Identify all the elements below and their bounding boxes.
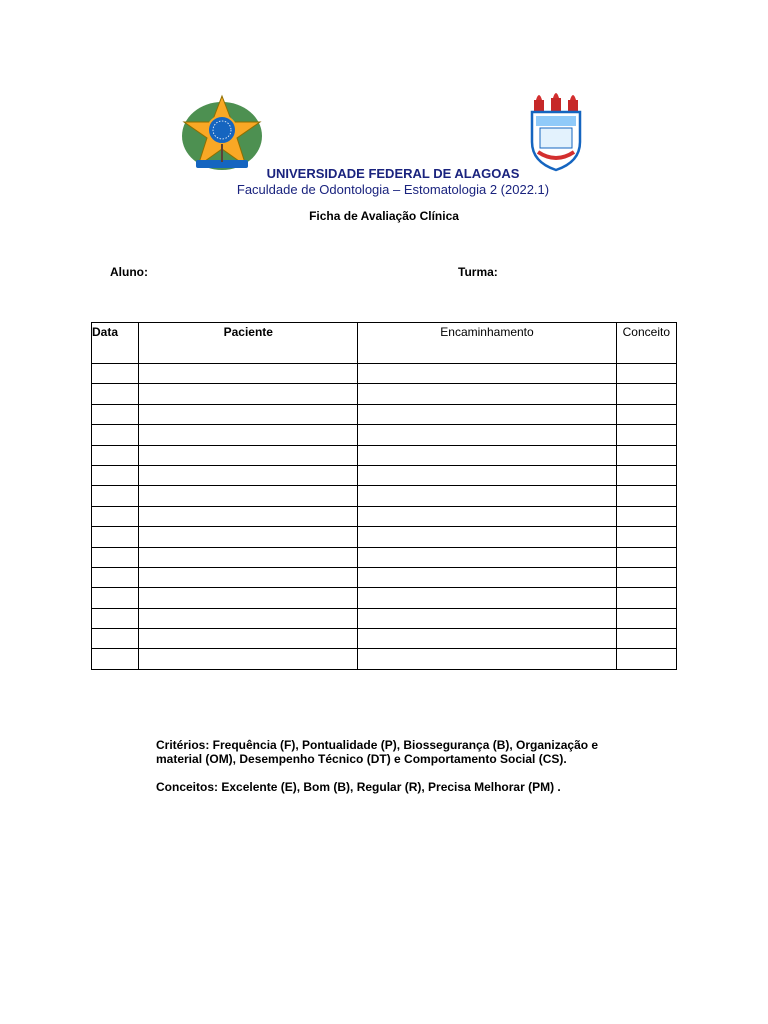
cell-encaminhamento[interactable] — [358, 364, 616, 384]
cell-conceito[interactable] — [616, 588, 676, 608]
cell-encaminhamento[interactable] — [358, 486, 616, 506]
cell-data[interactable] — [92, 527, 139, 547]
university-name: UNIVERSIDADE FEDERAL DE ALAGOAS — [266, 166, 520, 181]
cell-paciente[interactable] — [139, 629, 358, 649]
cell-encaminhamento[interactable] — [358, 425, 616, 445]
cell-conceito[interactable] — [616, 425, 676, 445]
cell-conceito[interactable] — [616, 404, 676, 424]
cell-paciente[interactable] — [139, 527, 358, 547]
header-paciente: Paciente — [139, 323, 358, 364]
cell-encaminhamento[interactable] — [358, 404, 616, 424]
header-encaminhamento: Encaminhamento — [358, 323, 616, 364]
cell-paciente[interactable] — [139, 567, 358, 587]
cell-paciente[interactable] — [139, 404, 358, 424]
cell-paciente[interactable] — [139, 608, 358, 628]
cell-data[interactable] — [92, 588, 139, 608]
table-row — [92, 588, 677, 608]
cell-conceito[interactable] — [616, 629, 676, 649]
cell-conceito[interactable] — [616, 445, 676, 465]
cell-paciente[interactable] — [139, 486, 358, 506]
cell-encaminhamento[interactable] — [358, 465, 616, 485]
cell-data[interactable] — [92, 404, 139, 424]
cell-data[interactable] — [92, 608, 139, 628]
cell-encaminhamento[interactable] — [358, 527, 616, 547]
table-row — [92, 404, 677, 424]
cell-conceito[interactable] — [616, 465, 676, 485]
brazil-coat-of-arms-icon — [176, 92, 268, 176]
table-row — [92, 649, 677, 669]
table-row — [92, 384, 677, 404]
cell-paciente[interactable] — [139, 649, 358, 669]
table-row — [92, 547, 677, 567]
header-data: Data — [92, 323, 139, 364]
cell-conceito[interactable] — [616, 649, 676, 669]
cell-conceito[interactable] — [616, 527, 676, 547]
cell-encaminhamento[interactable] — [358, 588, 616, 608]
cell-encaminhamento[interactable] — [358, 547, 616, 567]
cell-paciente[interactable] — [139, 445, 358, 465]
form-title: Ficha de Avaliação Clínica — [309, 209, 459, 223]
cell-encaminhamento[interactable] — [358, 445, 616, 465]
table-row — [92, 445, 677, 465]
table-row — [92, 506, 677, 526]
conceitos-text: Conceitos: Excelente (E), Bom (B), Regular (R), Precisa Melhorar (PM) . — [156, 780, 561, 794]
cell-conceito[interactable] — [616, 547, 676, 567]
table-row — [92, 465, 677, 485]
cell-data[interactable] — [92, 649, 139, 669]
cell-paciente[interactable] — [139, 588, 358, 608]
criterios-text: Critérios: Frequência (F), Pontualidade (P), Biossegurança (B), Organização e material (OM), Desempenho Técnico (DT) e Comportamento Social (CS). — [156, 738, 599, 766]
table-row — [92, 527, 677, 547]
cell-paciente[interactable] — [139, 364, 358, 384]
cell-paciente[interactable] — [139, 465, 358, 485]
cell-encaminhamento[interactable] — [358, 608, 616, 628]
cell-data[interactable] — [92, 547, 139, 567]
cell-data[interactable] — [92, 425, 139, 445]
faculty-subtitle: Faculdade de Odontologia – Estomatologia 2 (2022.1) — [236, 182, 550, 197]
table-row — [92, 608, 677, 628]
cell-encaminhamento[interactable] — [358, 567, 616, 587]
table-row — [92, 364, 677, 384]
cell-conceito[interactable] — [616, 567, 676, 587]
cell-encaminhamento[interactable] — [358, 649, 616, 669]
cell-paciente[interactable] — [139, 425, 358, 445]
cell-data[interactable] — [92, 567, 139, 587]
cell-data[interactable] — [92, 384, 139, 404]
cell-paciente[interactable] — [139, 384, 358, 404]
cell-encaminhamento[interactable] — [358, 384, 616, 404]
ufal-crest-icon — [526, 86, 586, 174]
table-header-row — [92, 323, 677, 364]
cell-encaminhamento[interactable] — [358, 506, 616, 526]
header-conceito: Conceito — [616, 323, 676, 364]
cell-encaminhamento[interactable] — [358, 629, 616, 649]
table-row — [92, 629, 677, 649]
cell-conceito[interactable] — [616, 384, 676, 404]
cell-paciente[interactable] — [139, 506, 358, 526]
table-row — [92, 486, 677, 506]
cell-conceito[interactable] — [616, 364, 676, 384]
cell-conceito[interactable] — [616, 506, 676, 526]
cell-data[interactable] — [92, 364, 139, 384]
evaluation-table — [91, 322, 677, 670]
cell-conceito[interactable] — [616, 608, 676, 628]
cell-paciente[interactable] — [139, 547, 358, 567]
cell-data[interactable] — [92, 486, 139, 506]
turma-label: Turma: — [458, 265, 498, 279]
table-row — [92, 425, 677, 445]
cell-data[interactable] — [92, 445, 139, 465]
aluno-label: Aluno: — [110, 265, 148, 279]
cell-data[interactable] — [92, 465, 139, 485]
cell-data[interactable] — [92, 629, 139, 649]
table-row — [92, 567, 677, 587]
cell-data[interactable] — [92, 506, 139, 526]
cell-conceito[interactable] — [616, 486, 676, 506]
